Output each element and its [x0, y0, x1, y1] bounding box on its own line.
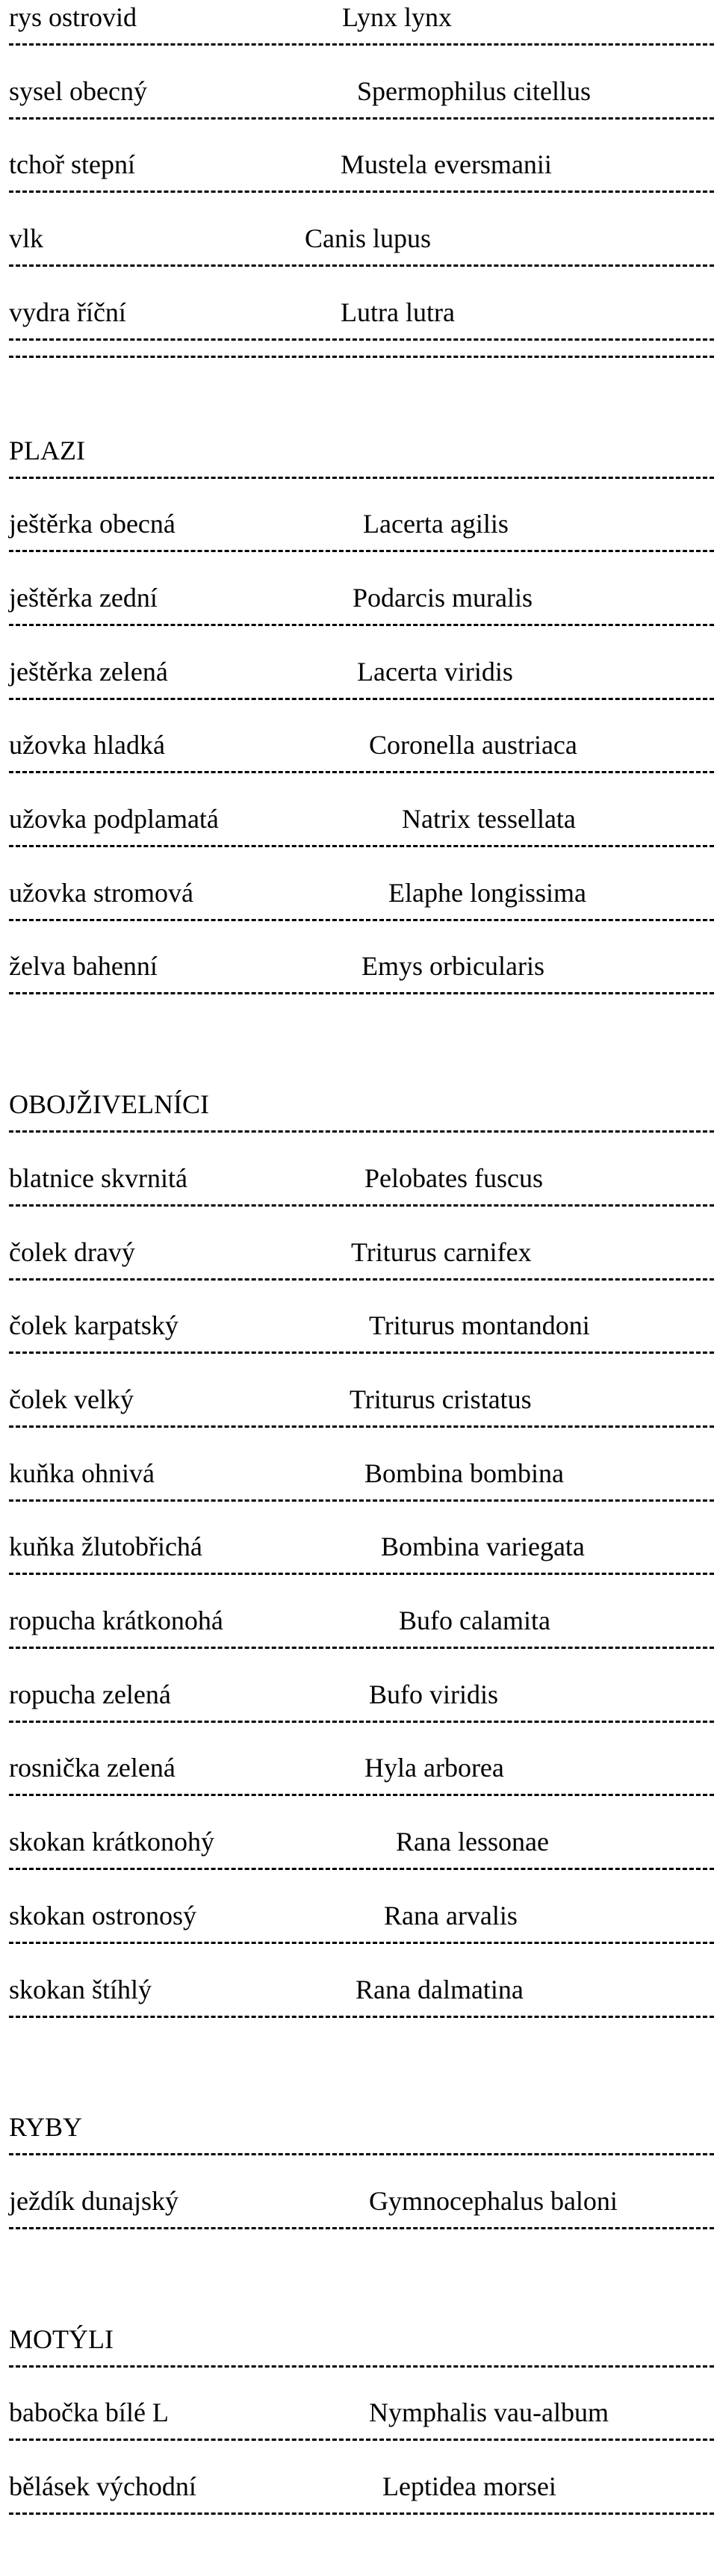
- species-latin-name: Lacerta viridis: [357, 656, 513, 687]
- dashed-separator: [9, 992, 714, 994]
- species-czech-name: vydra říční: [9, 297, 126, 327]
- dashed-separator: [9, 550, 714, 552]
- dashed-separator: [9, 698, 714, 700]
- species-latin-name: Bombina bombina: [364, 1458, 564, 1488]
- species-czech-name: babočka bílé L: [9, 2397, 169, 2428]
- species-latin-name: Triturus cristatus: [350, 1384, 532, 1414]
- species-latin-name: Elaphe longissima: [388, 877, 586, 908]
- dashed-separator: [9, 1794, 714, 1796]
- species-czech-name: skokan krátkonohý: [9, 1827, 214, 1857]
- section-heading: OBOJŽIVELNÍCI: [9, 1089, 209, 1120]
- species-czech-name: ještěrka zední: [9, 582, 158, 613]
- dashed-separator: [9, 1942, 714, 1944]
- species-latin-name: Hyla arborea: [364, 1753, 504, 1783]
- dashed-separator: [9, 43, 714, 46]
- species-latin-name: Canis lupus: [305, 223, 432, 254]
- section-heading: PLAZI: [9, 435, 85, 465]
- dashed-separator: [9, 264, 714, 267]
- species-latin-name: Triturus montandoni: [369, 1310, 590, 1341]
- species-czech-name: ropucha krátkonohá: [9, 1606, 223, 1635]
- dashed-separator: [9, 356, 714, 358]
- species-czech-name: sysel obecný: [9, 75, 147, 106]
- species-czech-name: bělásek východní: [9, 2471, 196, 2501]
- dashed-separator: [9, 338, 714, 341]
- species-czech-name: užovka stromová: [9, 877, 193, 908]
- dashed-separator: [9, 191, 714, 193]
- species-latin-name: Rana dalmatina: [356, 1974, 524, 2004]
- dashed-separator: [9, 2016, 714, 2018]
- dashed-separator: [9, 1573, 714, 1575]
- species-czech-name: skokan štíhlý: [9, 1974, 152, 2004]
- species-czech-name: čolek dravý: [9, 1236, 135, 1267]
- species-czech-name: ještěrka obecná: [9, 509, 176, 539]
- species-latin-name: Rana lessonae: [396, 1827, 549, 1857]
- species-czech-name: želva bahenní: [9, 951, 158, 982]
- species-latin-name: Emys orbicularis: [361, 951, 544, 982]
- dashed-separator: [9, 624, 714, 626]
- dashed-separator: [9, 1425, 714, 1428]
- dashed-separator: [9, 2439, 714, 2441]
- species-latin-name: Lynx lynx: [342, 2, 453, 32]
- species-czech-name: blatnice skvrnitá: [9, 1162, 187, 1193]
- species-czech-name: kuňka ohnivá: [9, 1458, 155, 1488]
- dashed-separator: [9, 1499, 714, 1502]
- dashed-separator: [9, 477, 714, 479]
- dashed-separator: [9, 2227, 714, 2229]
- species-czech-name: rys ostrovid: [9, 2, 137, 32]
- species-czech-name: čolek karpatský: [9, 1310, 179, 1341]
- species-latin-name: Bufo calamita: [399, 1606, 550, 1635]
- species-latin-name: Lacerta agilis: [363, 509, 509, 539]
- species-latin-name: Nymphalis vau-album: [369, 2397, 609, 2428]
- dashed-separator: [9, 1868, 714, 1870]
- species-czech-name: čolek velký: [9, 1384, 134, 1414]
- species-czech-name: užovka hladká: [9, 730, 165, 761]
- species-latin-name: Natrix tessellata: [402, 804, 576, 834]
- dashed-separator: [9, 1352, 714, 1354]
- dashed-separator: [9, 1278, 714, 1281]
- dashed-separator: [9, 2365, 714, 2368]
- dashed-separator: [9, 1204, 714, 1207]
- species-latin-name: Bombina variegata: [381, 1532, 585, 1562]
- dashed-separator: [9, 2153, 714, 2155]
- species-czech-name: vlk: [9, 223, 44, 254]
- species-latin-name: Triturus carnifex: [351, 1236, 532, 1267]
- species-latin-name: Mustela eversmanii: [341, 149, 552, 180]
- dashed-separator: [9, 771, 714, 773]
- dashed-separator: [9, 1721, 714, 1723]
- species-latin-name: Spermophilus citellus: [357, 75, 591, 106]
- species-czech-name: skokan ostronosý: [9, 1900, 196, 1931]
- species-latin-name: Bufo viridis: [369, 1679, 499, 1709]
- species-czech-name: ježdík dunajský: [9, 2185, 179, 2216]
- species-latin-name: Gymnocephalus baloni: [369, 2185, 618, 2216]
- section-heading: MOTÝLI: [9, 2323, 114, 2354]
- species-czech-name: tchoř stepní: [9, 149, 135, 180]
- species-latin-name: Lutra lutra: [341, 297, 455, 327]
- dashed-separator: [9, 1130, 714, 1133]
- section-heading: RYBY: [9, 2112, 83, 2143]
- dashed-separator: [9, 919, 714, 921]
- dashed-separator: [9, 117, 714, 120]
- species-czech-name: rosnička zelená: [9, 1753, 176, 1783]
- species-latin-name: Rana arvalis: [384, 1900, 518, 1931]
- species-czech-name: užovka podplamatá: [9, 804, 219, 834]
- species-latin-name: Leptidea morsei: [382, 2471, 556, 2501]
- species-latin-name: Podarcis muralis: [353, 582, 533, 613]
- species-latin-name: Pelobates fuscus: [364, 1162, 543, 1193]
- dashed-separator: [9, 2512, 714, 2515]
- species-czech-name: ropucha zelená: [9, 1679, 171, 1709]
- species-czech-name: kuňka žlutobřichá: [9, 1532, 202, 1562]
- dashed-separator: [9, 1647, 714, 1649]
- dashed-separator: [9, 845, 714, 847]
- species-czech-name: ještěrka zelená: [9, 656, 168, 687]
- species-latin-name: Coronella austriaca: [369, 730, 577, 761]
